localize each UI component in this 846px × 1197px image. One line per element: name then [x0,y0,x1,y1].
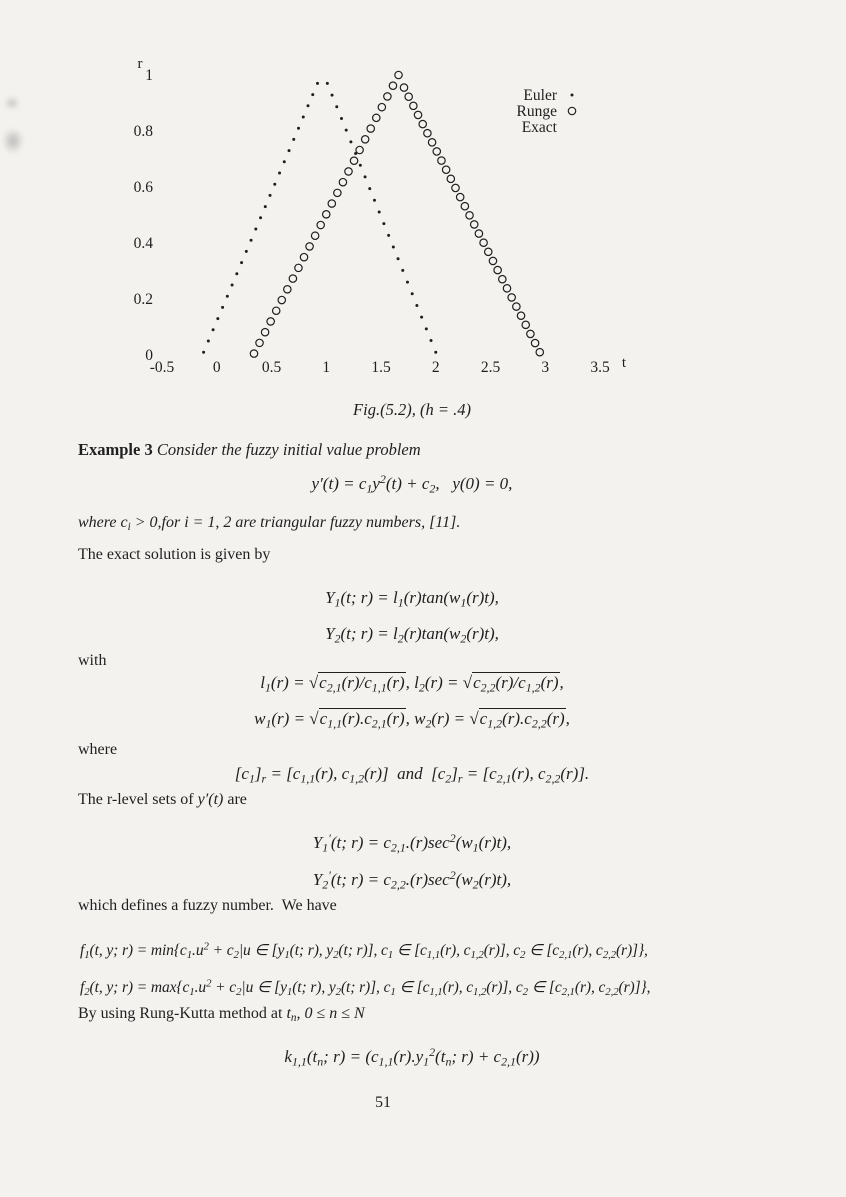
figure-caption: Fig.(5.2), (h = .4) [353,400,471,419]
example-heading [78,440,421,460]
runge-kutta-line: By using Rung-Kutta method at $t_n$, 0 ≤ n ≤ N [78,1005,365,1025]
equation-ivp: $y'(t) = c_1y^2(t) + c_2$, y(0) = 0, [311,472,513,496]
svg-text:0: 0 [212,359,221,376]
svg-text:1.5: 1.5 [371,359,391,376]
y-axis-ticks [134,67,154,364]
svg-text:0.4: 0.4 [133,235,153,252]
scan-smudge [2,128,24,154]
svg-text:-0.5: -0.5 [149,359,175,376]
svg-text:1: 1 [322,359,331,376]
equation-Y2: $Y_2(t$; $r) = l_2(r)\tan(w_2(r)t)$, [325,624,499,646]
svg-text:0.6: 0.6 [133,179,153,196]
rlevel-intro: The r-level sets of y′(t) are [78,791,247,808]
svg-text:0.8: 0.8 [133,123,153,140]
equation-Y1: $Y_1(t$; $r) = l_1(r)\tan(w_1(r)t)$, [325,588,499,610]
svg-text:2: 2 [431,359,440,376]
svg-text:1: 1 [145,67,153,84]
legend [517,87,576,136]
where-word: where [78,741,118,758]
legend-label: Exact [521,119,557,136]
equation-Y2-prime: $Y_2'(t$; $r) = c_{2,2}.(r)\sec^2(w_2(r)t)$, [312,868,512,892]
equation-k11: $k_{1,1}(t_n$; $r) = (c_{1,1}(r).y_1^2(t_n$; $r) + c_{2,1}(r)$) [284,1045,540,1069]
exact-solution-intro: The exact solution is given by [78,546,271,563]
with-word: with [78,652,107,669]
svg-text:0.5: 0.5 [261,359,282,376]
svg-text:0.2: 0.2 [133,291,153,308]
svg-text:3: 3 [541,359,550,376]
equation-c-intervals: $[c_1]_r = [c_{1,1}(r)$, $c_{1,2}(r)$] and $[c_2]_r = [c_{2,1}(r)$, $c_{2,2}(r)$]. [234,764,590,786]
example-text: Consider the fuzzy initial value problem [156,440,421,459]
svg-text:3.5: 3.5 [590,359,610,376]
series-runge [250,71,543,357]
y-axis-label: r [137,56,143,72]
where-condition-line: where $c_i > 0,for$ i = 1, 2 are triangular fuzzy numbers, [11]. [78,514,461,534]
x-axis-ticks [150,359,610,376]
figure-chart [100,50,660,395]
equation-Y1-prime: $Y_1'(t$; $r) = c_{2,1}.(r)\sec^2(w_1(r)t)$, [312,831,512,855]
example-label: Example 3 [78,440,153,459]
equation-f2: $f_2(t$, y; $r) = \max\{c_1.u^2 + c_2|u$ ∈ [$y_1(t$; r), $y_2(t$; r)], $c_1$ ∈ [$c_{1,1}(r)$, $c_{1,2}(r)$], $c_2$ ∈ [$c_{2,1}(r)$, $c_{2,2}(r)$]}, [80,977,651,999]
defines-line: which defines a fuzzy number. We have [78,897,337,914]
svg-text:0: 0 [145,347,153,364]
legend-label: Euler [523,87,557,104]
series-euler [202,82,437,354]
equation-l: $l_1(r) = √c_{2,1}(r)/c_{1,1}(r)$, $l_2(r) = √c_{2,2}(r)/c_{1,2}(r)$, [260,673,564,695]
legend-label: Runge [516,103,557,120]
equation-f1: $f_1(t$, y; $r) = \min\{c_1.u^2 + c_2|u$ ∈ [$y_1(t$; r), $y_2(t$; r)], $c_1$ ∈ [$c_{1,1}(r)$, $c_{1,2}(r)$], $c_2$ ∈ [$c_{2,1}(r)$, $c_{2,2}(r)$]}, [80,940,648,962]
svg-text:2.5: 2.5 [480,359,501,376]
scan-smudge [4,96,20,110]
x-axis-label: t [621,355,627,371]
equation-w: $w_1(r) = √c_{1,1}(r).c_{2,1}(r)$, $w_2(r) = √c_{1,2}(r).c_{2,2}(r)$, [254,709,570,731]
page-number: 51 [375,1094,391,1111]
